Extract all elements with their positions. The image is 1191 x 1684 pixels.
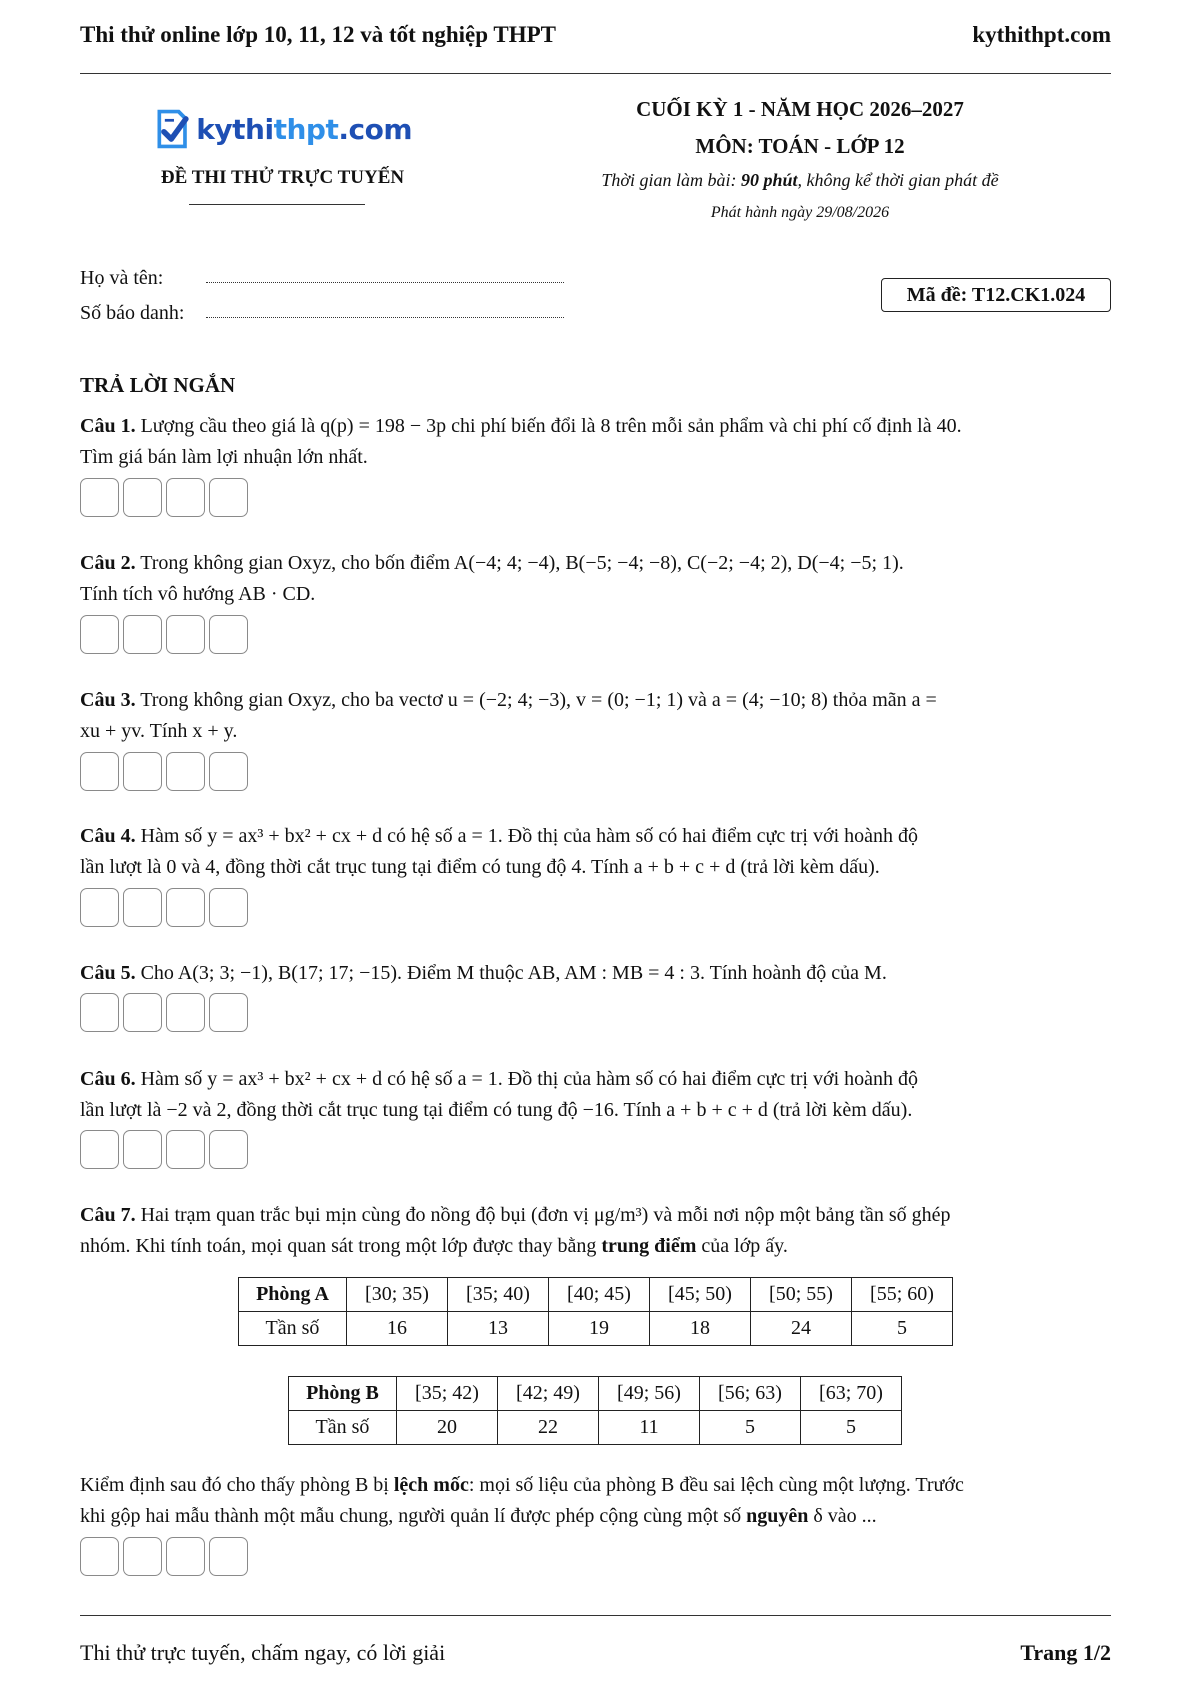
exam-term-title: CUỐI KỲ 1 - NĂM HỌC 2026–2027 xyxy=(636,97,964,121)
answer-cell[interactable] xyxy=(209,752,248,791)
answer-cell[interactable] xyxy=(123,888,162,927)
question-7-continuation: Kiểm định sau đó cho thấy phòng B bị lệch mốc: mọi số liệu của phòng B đều sai lệch cùng một lượng. Trước khi gộp hai mẫu thành một mẫu chung, người quản lí được phép cộng cùng một số nguyên δ vào ... xyxy=(80,1474,964,1527)
answer-cell[interactable] xyxy=(166,752,205,791)
table-cell: 19 xyxy=(549,1312,650,1346)
answer-cell[interactable] xyxy=(166,888,205,927)
table-cell: [40; 45) xyxy=(549,1278,650,1312)
exam-duration: Thời gian làm bài: 90 phút, không kể thời gian phát đề xyxy=(601,170,999,190)
table-cell: 5 xyxy=(852,1312,953,1346)
table-cell: [30; 35) xyxy=(347,1278,448,1312)
question-7: Câu 7. Hai trạm quan trắc bụi mịn cùng đo nồng độ bụi (đơn vị μg/m³) và mỗi nơi nộp một bảng tần số ghép nhóm. Khi tính toán, mọi quan sát trong một lớp được thay bằng trung điểm của lớp ấy. xyxy=(80,1204,951,1257)
frequency-table-a xyxy=(238,1277,953,1346)
answer-cell[interactable] xyxy=(80,888,119,927)
site-header-domain: kythithpt.com xyxy=(972,22,1111,47)
answer-cell[interactable] xyxy=(80,1537,119,1576)
name-label: Họ và tên: xyxy=(80,267,164,289)
table-cell: 13 xyxy=(448,1312,549,1346)
question-label: Câu 5. xyxy=(80,962,136,984)
table-row xyxy=(239,1312,953,1346)
answer-cell[interactable] xyxy=(123,478,162,517)
name-field xyxy=(80,267,163,290)
question-label: Câu 2. xyxy=(80,552,136,574)
table-cell: [35; 40) xyxy=(448,1278,549,1312)
table-header-cell: Phòng A xyxy=(239,1278,347,1312)
candidate-id-dotted-line xyxy=(206,317,564,318)
answer-cell[interactable] xyxy=(80,752,119,791)
answer-boxes-3[interactable] xyxy=(80,752,248,791)
table-cell: 5 xyxy=(801,1411,902,1445)
exam-code-box: Mã đề: T12.CK1.024 xyxy=(881,278,1111,312)
candidate-id-label: Số báo danh: xyxy=(80,302,185,324)
footer-divider xyxy=(80,1615,1111,1616)
table-header-cell: Phòng B xyxy=(289,1377,397,1411)
table-cell: 24 xyxy=(751,1312,852,1346)
table-cell: [49; 56) xyxy=(599,1377,700,1411)
answer-cell[interactable] xyxy=(209,1537,248,1576)
candidate-id-field xyxy=(80,302,184,325)
answer-cell[interactable] xyxy=(80,478,119,517)
table-cell: [55; 60) xyxy=(852,1278,953,1312)
answer-cell[interactable] xyxy=(80,615,119,654)
table-cell: Tần số xyxy=(239,1312,347,1346)
table-row xyxy=(289,1411,902,1445)
answer-cell[interactable] xyxy=(209,1130,248,1169)
question-label: Câu 3. xyxy=(80,689,136,711)
table-cell: 18 xyxy=(650,1312,751,1346)
answer-boxes-4[interactable] xyxy=(80,888,248,927)
question-2: Câu 2. Trong không gian Oxyz, cho bốn điểm A(−4; 4; −4), B(−5; −4; −8), C(−2; −4; 2), D(−4; −5; 1). Tính tích vô hướng AB · CD. xyxy=(80,552,904,605)
answer-boxes-5[interactable] xyxy=(80,993,248,1032)
exam-type-subtitle: ĐỀ THI THỬ TRỰC TUYẾN xyxy=(160,167,405,188)
answer-cell[interactable] xyxy=(123,615,162,654)
answer-cell[interactable] xyxy=(123,1130,162,1169)
answer-cell[interactable] xyxy=(166,478,205,517)
answer-boxes-2[interactable] xyxy=(80,615,248,654)
table-row xyxy=(239,1278,953,1312)
table-cell: [45; 50) xyxy=(650,1278,751,1312)
exam-release-date: Phát hành ngày 29/08/2026 xyxy=(710,204,890,221)
table-cell: 20 xyxy=(397,1411,498,1445)
header-divider xyxy=(80,73,1111,74)
frequency-table-b xyxy=(288,1376,902,1445)
answer-cell[interactable] xyxy=(166,1537,205,1576)
question-label: Câu 1. xyxy=(80,415,136,437)
question-1: Câu 1. Lượng cầu theo giá là q(p) = 198 − 3p chi phí biến đổi là 8 trên mỗi sản phẩm và chi phí cố định là 40. Tìm giá bán làm lợi nhuận lớn nhất. xyxy=(80,415,962,468)
section-title: TRẢ LỜI NGẮN xyxy=(80,373,236,397)
table-cell: 16 xyxy=(347,1312,448,1346)
brand-logo xyxy=(152,102,412,156)
answer-cell[interactable] xyxy=(166,615,205,654)
table-cell: [50; 55) xyxy=(751,1278,852,1312)
table-cell: 5 xyxy=(700,1411,801,1445)
site-header-title: Thi thử online lớp 10, 11, 12 và tốt nghiệp THPT xyxy=(80,22,556,47)
question-label: Câu 7. xyxy=(80,1204,136,1226)
answer-cell[interactable] xyxy=(123,993,162,1032)
exam-subject-title: MÔN: TOÁN - LỚP 12 xyxy=(695,134,905,158)
answer-cell[interactable] xyxy=(166,993,205,1032)
answer-cell[interactable] xyxy=(80,1130,119,1169)
table-row xyxy=(289,1377,902,1411)
name-dotted-line xyxy=(206,282,564,283)
subtitle-underline xyxy=(189,204,365,205)
question-5: Câu 5. Cho A(3; 3; −1), B(17; 17; −15). Điểm M thuộc AB, AM : MB = 4 : 3. Tính hoành độ của M. xyxy=(80,962,887,984)
answer-boxes-1[interactable] xyxy=(80,478,248,517)
answer-boxes-7[interactable] xyxy=(80,1537,248,1576)
table-cell: [35; 42) xyxy=(397,1377,498,1411)
question-label: Câu 6. xyxy=(80,1068,136,1090)
page-number: Trang 1/2 xyxy=(1020,1640,1111,1665)
table-cell: [63; 70) xyxy=(801,1377,902,1411)
table-cell: 11 xyxy=(599,1411,700,1445)
answer-cell[interactable] xyxy=(166,1130,205,1169)
answer-boxes-6[interactable] xyxy=(80,1130,248,1169)
answer-cell[interactable] xyxy=(209,478,248,517)
question-label: Câu 4. xyxy=(80,825,136,847)
table-cell: [56; 63) xyxy=(700,1377,801,1411)
question-6: Câu 6. Hàm số y = ax³ + bx² + cx + d có hệ số a = 1. Đồ thị của hàm số có hai điểm cực trị với hoành độ lần lượt là −2 và 2, đồng thời cắt trục tung tại điểm có tung độ −16. Tính a + b + c + d (trả lời kèm dấu). xyxy=(80,1068,918,1121)
footer-tagline: Thi thử trực tuyến, chấm ngay, có lời giải xyxy=(80,1640,446,1665)
logo-check-icon xyxy=(152,104,192,154)
table-cell: 22 xyxy=(498,1411,599,1445)
answer-cell[interactable] xyxy=(209,888,248,927)
answer-cell[interactable] xyxy=(123,1537,162,1576)
answer-cell[interactable] xyxy=(209,615,248,654)
table-cell: [42; 49) xyxy=(498,1377,599,1411)
logo-wordmark: kythithpt.com xyxy=(196,112,412,146)
table-cell: Tần số xyxy=(289,1411,397,1445)
answer-cell[interactable] xyxy=(209,993,248,1032)
answer-cell[interactable] xyxy=(123,752,162,791)
question-3: Câu 3. Trong không gian Oxyz, cho ba vectơ u = (−2; 4; −3), v = (0; −1; 1) và a = (4; −10; 8) thỏa mãn a = xu + yv. Tính x + y. xyxy=(80,689,937,742)
question-4: Câu 4. Hàm số y = ax³ + bx² + cx + d có hệ số a = 1. Đồ thị của hàm số có hai điểm cực trị với hoành độ lần lượt là 0 và 4, đồng thời cắt trục tung tại điểm có tung độ 4. Tính a + b + c + d (trả lời kèm dấu). xyxy=(80,825,918,878)
answer-cell[interactable] xyxy=(80,993,119,1032)
